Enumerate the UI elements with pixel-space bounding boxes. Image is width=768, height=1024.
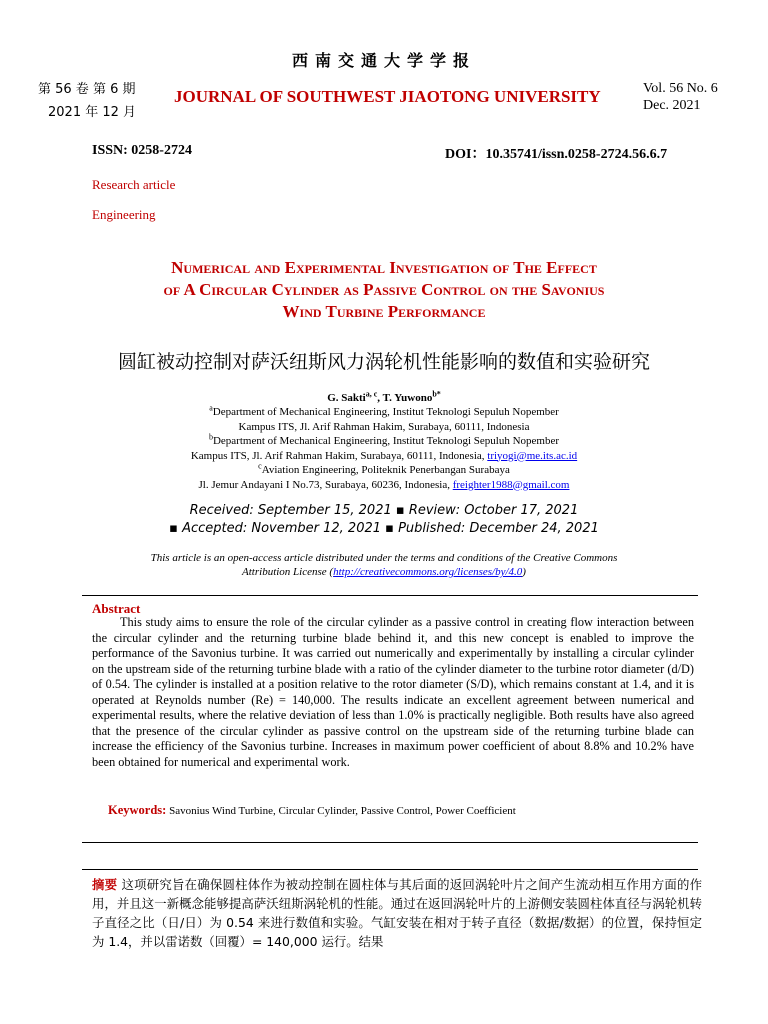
title-line-2: of A Circular Cylinder as Passive Control on the Savonius xyxy=(163,280,605,299)
chinese-abstract-label: 摘要 xyxy=(92,877,118,892)
chinese-abstract xyxy=(92,875,702,951)
affiliation-b-address xyxy=(0,449,768,464)
article-title-english xyxy=(0,257,768,323)
affiliation-c-address xyxy=(0,478,768,493)
journal-name-chinese: 西南交通大学学报 xyxy=(291,51,476,70)
affiliation-text: Department of Mechanical Engineering, Institut Teknologi Sepuluh Nopember xyxy=(212,406,559,418)
affiliation-text: Aviation Engineering, Politeknik Penerbangan Surabaya xyxy=(261,464,510,476)
license-line-2 xyxy=(0,565,768,579)
affiliation-a-address: Kampus ITS, Jl. Arif Rahman Hakim, Surabaya, 60111, Indonesia xyxy=(238,420,530,433)
affiliation-a xyxy=(0,405,768,420)
keywords-text: Savonius Wind Turbine, Circular Cylinder, Passive Control, Power Coefficient xyxy=(166,805,516,817)
affiliation-c xyxy=(0,463,768,478)
keywords-label: Keywords: xyxy=(108,803,167,817)
issn: ISSN: 0258-2724 xyxy=(92,143,192,158)
keywords xyxy=(108,803,516,818)
dates-line-2: ▪ Accepted: November 12, 2021 ▪ Published: December 24, 2021 xyxy=(169,521,599,536)
divider xyxy=(82,842,698,843)
affiliation-text: Department of Mechanical Engineering, Institut Teknologi Sepuluh Nopember xyxy=(212,435,560,447)
doi: DOI：10.35741/issn.0258-2724.56.6.7 xyxy=(445,147,668,162)
abstract-heading: Abstract xyxy=(92,601,141,616)
volume-english xyxy=(643,80,718,114)
affiliation-marker: a xyxy=(209,403,213,413)
article-title-chinese: 圆缸被动控制对萨沃纽斯风力涡轮机性能影响的数值和实验研究 xyxy=(117,351,650,373)
license-text: Attribution License ( xyxy=(242,566,334,578)
affiliations xyxy=(0,405,768,492)
affiliation-text: Jl. Jemur Andayani I No.73, Surabaya, 60236, Indonesia, xyxy=(198,478,453,491)
author-separator: , xyxy=(377,392,383,404)
divider xyxy=(82,869,698,870)
affiliation-marker: b xyxy=(208,432,213,442)
author-name: T. Yuwono xyxy=(382,392,433,404)
email-link[interactable]: triyogi@me.its.ac.id xyxy=(487,449,578,462)
volume-chinese: 第 56 卷 第 6 期 xyxy=(38,82,136,97)
affiliation-text: Kampus ITS, Jl. Arif Rahman Hakim, Surabaya, 60111, Indonesia, xyxy=(190,449,488,462)
email-link[interactable]: freighter1988@gmail.com xyxy=(452,478,570,491)
article-field: Engineering xyxy=(92,207,156,222)
author-affiliation-marker: a, c xyxy=(365,389,378,399)
affiliation-b xyxy=(0,434,768,449)
author-name: G. Sakti xyxy=(327,392,366,404)
license-text: ) xyxy=(522,566,526,578)
license-link[interactable]: http://creativecommons.org/licenses/by/4.0 xyxy=(333,566,523,578)
article-type: Research article xyxy=(92,177,176,192)
author-list xyxy=(0,389,768,404)
chinese-abstract-text: 这项研究旨在确保圆柱体作为被动控制在圆柱体与其后面的返回涡轮叶片之间产生流动相互作用方面的作用，并且这一新概念能够提高萨沃纽斯涡轮机的性能。通过在返回涡轮叶片的上游侧安装圆柱体直径与涡轮机转子直径之比（日/日）为 0.54 来进行数值和实验。气缸安装在相对于转子直径（数据/数据）的位置，保持恒定为 1.4，并以雷诺数（回覆）= 140,000 运行。结果 xyxy=(92,877,702,949)
license-line-1: This article is an open-access article distributed under the terms and conditions of the Creative Commons xyxy=(150,552,618,564)
title-line-1: Numerical and Experimental Investigation of The Effect xyxy=(171,258,597,277)
author-affiliation-marker: b* xyxy=(432,389,441,399)
volume-number: Vol. 56 No. 6 xyxy=(643,81,718,96)
dates-line-1: Received: September 15, 2021 ▪ Review: October 17, 2021 xyxy=(189,503,579,518)
license-notice xyxy=(0,551,768,579)
issue-date: Dec. 2021 xyxy=(643,98,701,113)
title-line-3: Wind Turbine Performance xyxy=(282,302,486,321)
affiliation-marker: c xyxy=(258,461,262,471)
abstract-body: This study aims to ensure the role of the circular cylinder as a passive control in creating flow interaction between the circular cylinder and the returning turbine blade behind it, and this new concept is enabled to improve the performance of the Savonius turbine. It was carried out numerically and experimentally by installing a circular cylinder on the upstream side of the returning turbine blade with a ratio of the cylinder diameter to the turbine rotor diameter (d/D) of 0.54. The cylinder is installed at a position relative to the rotor diameter (S/D), which remains constant at 1.4, and it is operated at Reynolds number (Re) = 140,000. The results indicate an excellent agreement between numerical and experimental results, where the relative deviation of less than 1.0% is practically negligible. Both results have also agreed that the presence of the circular cylinder as passive control on the upstream side of the returning turbine blade can increase the efficiency of the Savonius turbine. Increases in maximum power coefficient of about 8.8% and 10.2% have been obtained for numerical and experimental work. xyxy=(92,615,694,769)
date-chinese: 2021 年 12 月 xyxy=(48,105,137,120)
journal-name-english: JOURNAL OF SOUTHWEST JIAOTONG UNIVERSITY xyxy=(174,87,601,106)
divider xyxy=(82,595,698,596)
